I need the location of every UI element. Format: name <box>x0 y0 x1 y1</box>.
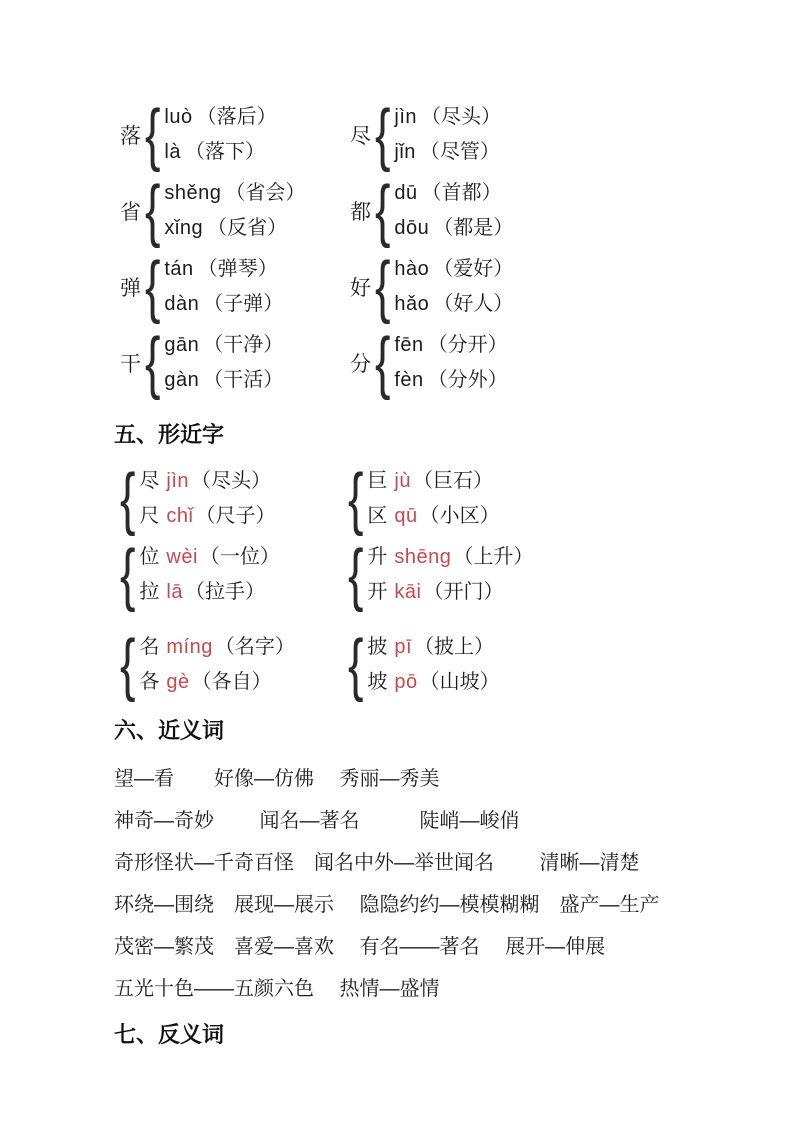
example-word: （山坡） <box>419 671 500 693</box>
pinyin: qū <box>394 505 418 527</box>
brace-icon: { <box>144 172 161 249</box>
example-word: （拉手） <box>184 581 265 603</box>
reading-line <box>164 100 276 135</box>
pinyin: pī <box>394 636 413 658</box>
pair-line <box>139 575 280 610</box>
example-word: （反省） <box>207 217 288 239</box>
synonym-line: 神奇—奇妙 闻名—著名 陡峭—峻俏 <box>114 810 520 832</box>
reading-line <box>394 363 507 398</box>
xingjinzi-pair <box>344 536 753 613</box>
synonym-line: 环绕—围绕 展现—展示 隐隐约约—模模糊糊 盛产—生产 <box>114 894 660 916</box>
brace-icon: { <box>347 460 364 537</box>
pinyin: jù <box>394 470 411 492</box>
xingjinzi-pair <box>344 460 753 537</box>
character: 升 <box>367 546 388 568</box>
pinyin: là <box>164 141 181 163</box>
example-word: （披上） <box>414 636 495 658</box>
pinyin: gān <box>164 334 200 356</box>
headword: 弹 <box>120 277 141 300</box>
character: 坡 <box>367 671 388 693</box>
example-word: （小区） <box>419 505 500 527</box>
headword: 省 <box>120 201 141 224</box>
reading-line <box>394 100 501 135</box>
duoyinzi-group-luo <box>120 96 350 173</box>
duoyinzi-group-hao <box>350 248 753 325</box>
example-word: （尽头） <box>421 106 501 128</box>
brace-icon: { <box>374 172 391 249</box>
reading-line <box>394 135 501 170</box>
character: 各 <box>139 671 160 693</box>
duoyinzi-group-tan <box>120 248 350 325</box>
synonym-line: 奇形怪状—千奇百怪 闻名中外—举世闻名 清晰—清楚 <box>114 852 640 874</box>
example-word: （落后） <box>196 106 277 128</box>
synonym-line: 茂密—繁茂 喜爱—喜欢 有名——著名 展开—伸展 <box>114 936 606 958</box>
section-heading-jinyici: 六、近义词 <box>114 718 225 743</box>
example-word: （弹琴） <box>197 258 278 280</box>
brace-icon: { <box>144 96 161 173</box>
duoyinzi-group-jin <box>350 96 753 173</box>
example-word: （省会） <box>225 182 306 204</box>
pair-line <box>367 540 533 575</box>
brace-icon: { <box>374 324 391 401</box>
example-word: （干活） <box>203 369 284 391</box>
example-word: （尺子） <box>195 505 276 527</box>
jinyici-section <box>114 758 753 1010</box>
character: 尽 <box>139 470 160 492</box>
pinyin: pō <box>394 671 418 693</box>
pinyin: shěng <box>164 182 222 204</box>
example-word: （干净） <box>203 334 284 356</box>
reading-line <box>164 328 283 363</box>
duoyinzi-group-du <box>350 172 753 249</box>
pair-line <box>367 575 533 610</box>
reading-line <box>164 363 283 398</box>
pinyin: dàn <box>164 293 200 315</box>
pinyin: chǐ <box>166 505 194 527</box>
example-word: （好人） <box>433 293 514 315</box>
example-word: （巨石） <box>412 470 493 492</box>
pinyin: hào <box>394 258 430 280</box>
character: 尺 <box>139 505 160 527</box>
reading-line <box>394 252 513 287</box>
reading-line <box>394 176 513 211</box>
example-word: （爱好） <box>433 258 514 280</box>
section-heading-xingjinzi: 五、形近字 <box>114 422 225 447</box>
brace-icon: { <box>119 626 136 703</box>
headword: 落 <box>120 125 141 148</box>
example-word: （一位） <box>199 546 280 568</box>
pair-line <box>139 665 294 700</box>
xingjinzi-pair <box>116 536 344 613</box>
xingjinzi-pair <box>344 626 753 703</box>
headword: 分 <box>350 353 371 376</box>
synonym-line: 望—看 好像—仿佛 秀丽—秀美 <box>114 768 440 790</box>
character: 拉 <box>139 581 160 603</box>
headword: 尽 <box>350 125 371 148</box>
pair-line <box>367 630 499 665</box>
example-word: （分外） <box>427 369 508 391</box>
headword: 好 <box>350 277 371 300</box>
pinyin: hǎo <box>394 293 430 315</box>
duoyinzi-section <box>120 96 753 401</box>
example-word: （开门） <box>423 581 504 603</box>
reading-line <box>164 287 283 322</box>
pinyin: kāi <box>394 581 422 603</box>
pinyin: míng <box>166 636 213 658</box>
synonym-line: 五光十色——五颜六色 热情—盛情 <box>114 978 440 1000</box>
xingjinzi-pair <box>116 626 344 703</box>
headword: 都 <box>350 201 371 224</box>
example-word: （尽头） <box>191 470 271 492</box>
reading-line <box>394 211 513 246</box>
character: 位 <box>139 546 160 568</box>
pair-line <box>139 540 280 575</box>
character: 披 <box>367 636 388 658</box>
duoyinzi-group-gan <box>120 324 350 401</box>
example-word: （子弹） <box>203 293 284 315</box>
brace-icon: { <box>374 96 391 173</box>
pinyin: jìn <box>394 106 417 128</box>
example-word: （上升） <box>453 546 534 568</box>
pinyin: luò <box>164 106 193 128</box>
pair-line <box>367 665 499 700</box>
reading-line <box>164 211 305 246</box>
reading-line <box>394 287 513 322</box>
pinyin: wèi <box>166 546 198 568</box>
pinyin: dū <box>394 182 418 204</box>
character: 名 <box>139 636 160 658</box>
pinyin: fēn <box>394 334 424 356</box>
section-heading-fanyici: 七、反义词 <box>114 1022 225 1047</box>
reading-line <box>394 328 507 363</box>
brace-icon: { <box>119 536 136 613</box>
brace-icon: { <box>144 324 161 401</box>
example-word: （各自） <box>191 671 272 693</box>
character: 开 <box>367 581 388 603</box>
duoyinzi-group-fen <box>350 324 753 401</box>
xingjinzi-section <box>116 460 753 703</box>
example-word: （落下） <box>184 141 265 163</box>
reading-line <box>164 252 283 287</box>
duoyinzi-group-sheng <box>120 172 350 249</box>
pair-line <box>139 499 275 534</box>
pinyin: gè <box>166 671 190 693</box>
pair-line <box>367 499 499 534</box>
pinyin: dōu <box>394 217 430 239</box>
pinyin: xǐng <box>164 217 204 239</box>
character: 区 <box>367 505 388 527</box>
pinyin: tán <box>164 258 194 280</box>
brace-icon: { <box>119 460 136 537</box>
pinyin: lā <box>166 581 183 603</box>
pinyin: shēng <box>394 546 452 568</box>
character: 巨 <box>367 470 388 492</box>
example-word: （首都） <box>421 182 502 204</box>
example-word: （都是） <box>433 217 514 239</box>
pinyin: jǐn <box>394 141 416 163</box>
brace-icon: { <box>347 536 364 613</box>
example-word: （尽管） <box>419 141 500 163</box>
xingjinzi-pair <box>116 460 344 537</box>
pinyin: fèn <box>394 369 424 391</box>
brace-icon: { <box>347 626 364 703</box>
pair-line <box>139 630 294 665</box>
headword: 干 <box>120 353 141 376</box>
reading-line <box>164 176 305 211</box>
pair-line <box>367 464 499 499</box>
brace-icon: { <box>144 248 161 325</box>
reading-line <box>164 135 276 170</box>
pinyin: gàn <box>164 369 200 391</box>
brace-icon: { <box>374 248 391 325</box>
example-word: （名字） <box>214 636 295 658</box>
pair-line <box>139 464 275 499</box>
pinyin: jìn <box>166 470 189 492</box>
example-word: （分开） <box>427 334 508 356</box>
